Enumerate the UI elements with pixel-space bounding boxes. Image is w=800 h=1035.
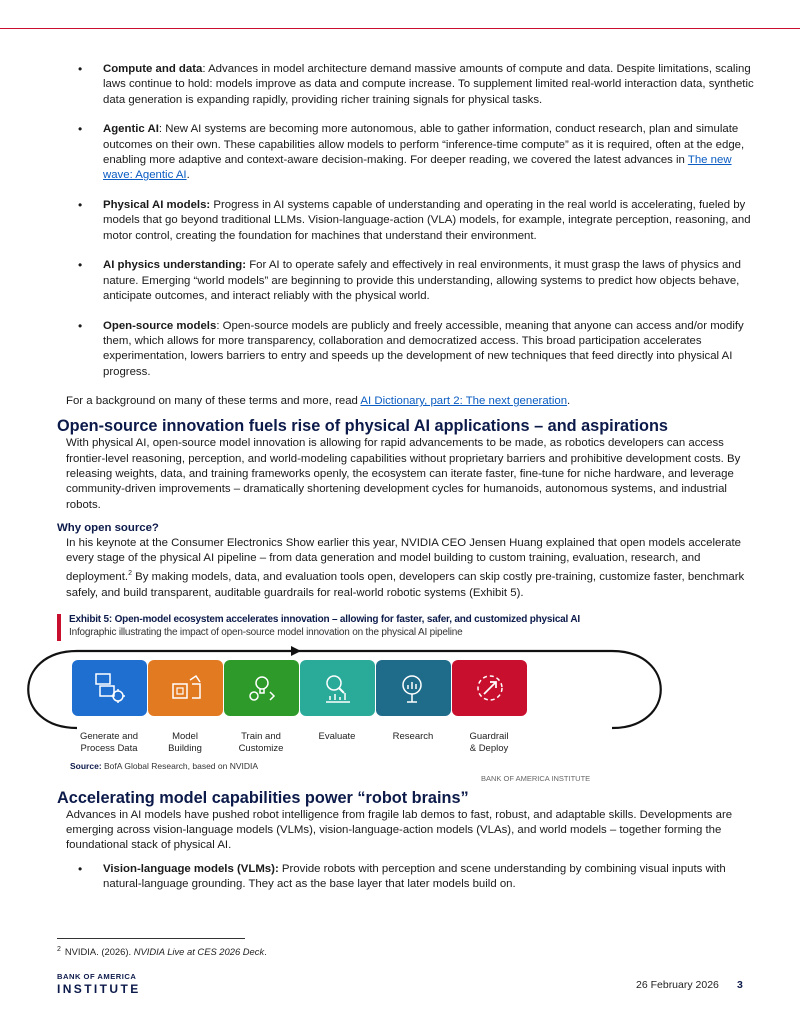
bullet-agentic-ai: • Agentic AI: New AI systems are becoming more autonomous, able to gather information, conduct research, plan and simulate outcomes on their own. These capabilities allow models to perform “inference-time compute” as it is required, often at the edge, enabling more adaptive and context-aware decision-making. For deeper reading, we covered the latest advances in The new wave: Agentic AI. [57,122,757,183]
bullet-ai-physics-understanding: • AI physics understanding: For AI to operate safely and effectively in real environments, it must grasp the laws of physics and nature. Emerging “world models” are beginning to provide this understanding, allowing systems to predict how objects behave, anticipate outcomes, and interact reliably with the physical world. [57,258,757,304]
training-gear-icon [244,670,280,706]
background-note: For a background on many of these terms and more, read AI Dictionary, part 2: The next generation. [66,395,571,408]
step-research [376,660,451,716]
section-heading-open-source: Open-source innovation fuels rise of physical AI applications – and aspirations [57,417,668,436]
exhibit-title: Exhibit 5: Open-model ecosystem accelerates innovation – allowing for faster, safer, and customized physical AI [69,613,580,625]
why-open-source-body: In his keynote at the Consumer Electronics Show earlier this year, NVIDIA CEO Jensen Huang explained that open models accelerate every stage of the physical AI pipeline – from data generation and model building to custom training, evaluation, research, and deployment.$^2$ By making models, data, and evaluation tools open, developers can skip costly pre-training, customize faster, benchmark safely, and build transparent, auditable guardrails for real-world robotic systems (Exhibit 5). [66,536,745,599]
driver-bullet-list [57,62,757,380]
step-label-generate-data: Generate and Process Data [79,730,139,754]
ai-dictionary-link[interactable]: AI Dictionary, part 2: The next generation [360,395,568,408]
exhibit-accent-bar [57,614,61,641]
exhibit-source: Source: BofA Global Research, based on NVIDIA [70,760,259,771]
research-magnifier-icon [396,670,432,706]
step-train-customize [224,660,299,716]
brand-logo-top: BANK OF AMERICA [57,972,137,981]
step-label-evaluate: Evaluate [318,730,356,742]
subheading-why-open-source: Why open source? [57,521,159,534]
brand-logo-bottom: INSTITUTE [57,982,141,996]
section-body-open-source: With physical AI, open-source model innovation is allowing for rapid advancements to be made, as robotics developers can access frontier-level reasoning, perception, and world-modeling capabilities without proprietary barriers and prohibitive development costs. By releasing weights, data, and training frameworks openly, the ecosystem can iterate faster, fine-tune for niche hardware, and leverage community-driven improvements – dramatically shortening development cycles for humanoids, autonomous systems, and industrial robots. [66,437,741,511]
guardrail-deploy-icon [472,670,508,706]
footnote-divider [57,938,245,939]
header-rule [0,28,800,29]
model-building-icon [168,670,204,706]
step-label-model-building: Model Building [168,730,202,754]
data-processing-icon [92,670,128,706]
bullet-compute-and-data: • Compute and data: Advances in model architecture demand massive amounts of compute and data. Despite limitations, scaling laws continue to hold: models improve as data and compute increase. To supplement limited real-world interaction data, synthetic data generation is expanding rapidly, providing richer training signals for physical tasks. [57,62,757,108]
step-generate-data [72,660,147,716]
step-guardrail-deploy [452,660,527,716]
model-type-bullet-list [57,862,757,893]
exhibit-5 [57,613,757,640]
section-heading-robot-brains: Accelerating model capabilities power “robot brains” [57,788,469,807]
exhibit-brand-tag: BANK OF AMERICA INSTITUTE [481,773,591,783]
step-label-train-customize: Train and Customize [238,730,284,754]
footnote-ref[interactable]: 2 [128,570,132,578]
step-label-research: Research [392,730,434,742]
footnote-2: $^2$ NVIDIA. (2026). NVIDIA Live at CES 2026 Deck. [57,946,267,958]
step-model-building [148,660,223,716]
page-number: 3 [737,979,743,991]
exhibit-subtitle: Infographic illustrating the impact of open-source model innovation on the physical AI pipeline [69,626,463,638]
pipeline-infographic [12,646,712,786]
bullet-open-source-models: • Open-source models: Open-source models are publicly and freely accessible, meaning that anyone can access and/or modify them, which allows for more transparency, collaboration and democratized access. This broad participation accelerates experimentation, lowers barriers to entry and speeds up the development of new techniques that feed directly into physical AI progress. [57,319,757,380]
report-body [57,62,757,907]
bullet-vlms: • Vision-language models (VLMs): Provide robots with perception and scene understanding by combining visual inputs with natural-language grounding. They act as the base layer that later models build on. [57,862,757,893]
step-label-guardrail-deploy: Guardrail & Deploy [469,730,509,754]
bullet-physical-ai-models: • Physical AI models: Progress in AI systems capable of understanding and operating in the real world is accelerating, fueled by models that go beyond traditional LLMs. Vision-language-action (VLA) models, for example, integrate perception, reasoning, and motor control, creating the foundation for machines that understand their environment. [57,198,757,244]
evaluate-chart-icon [320,670,356,706]
section-body-robot-brains: Advances in AI models have pushed robot intelligence from fragile lab demos to fast, robust, and adaptable skills. Developments are emerging across vision-language models (VLMs), vision-language-action models (VLAs), and world models – together forming the foundational stack of physical AI. [66,808,733,852]
publication-date: 26 February 2026 [636,979,719,991]
step-evaluate [300,660,375,716]
agentic-ai-report-link[interactable]: The new wave: Agentic AI [103,153,732,182]
